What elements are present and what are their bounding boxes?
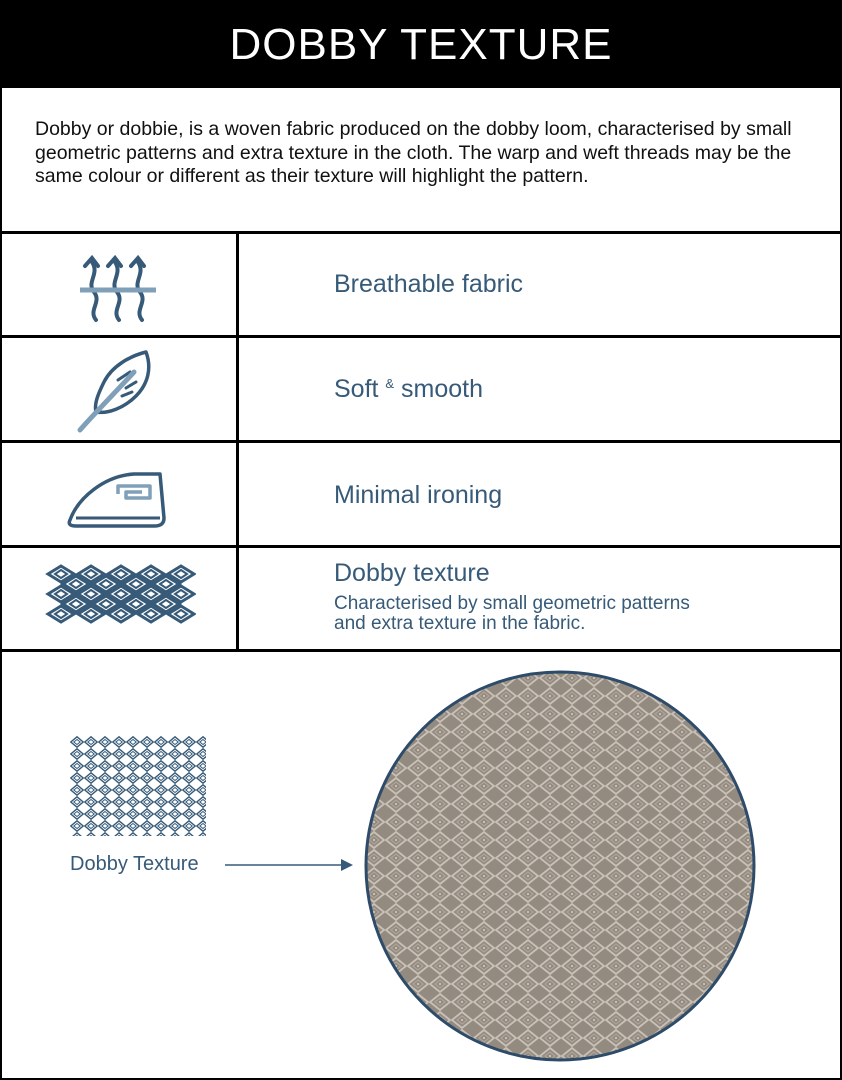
divider	[2, 440, 840, 443]
divider	[2, 335, 840, 338]
feature-sublabel-dobby-line1: Characterised by small geometric patterns	[334, 593, 690, 614]
column-divider	[236, 233, 239, 650]
feature-sublabel-dobby-line2: and extra texture in the fabric.	[334, 613, 586, 634]
pattern-swatch-icon	[70, 736, 206, 841]
arrow-icon	[225, 855, 355, 880]
divider	[2, 545, 840, 548]
iron-icon	[22, 457, 216, 537]
page-title: DOBBY TEXTURE	[2, 2, 840, 88]
fabric-closeup-icon	[363, 669, 757, 1068]
diamond-pattern-icon	[22, 557, 216, 641]
divider	[2, 649, 840, 652]
intro-paragraph: Dobby or dobbie, is a woven fabric produced on the dobby loom, characterised by small geometric patterns and extra texture in the cloth. The warp and weft threads may be the same colour or different as their texture will highlight the pattern.	[35, 118, 792, 187]
texture-caption: Dobby Texture	[70, 853, 199, 875]
feather-icon	[22, 348, 216, 434]
feature-label-breathable: Breathable fabric	[334, 270, 524, 298]
feature-label-ironing: Minimal ironing	[334, 481, 503, 509]
divider	[2, 231, 840, 234]
breathable-icon	[22, 248, 216, 328]
feature-label-soft: Soft & smooth	[334, 375, 484, 403]
feature-label-dobby: Dobby texture	[334, 559, 490, 587]
